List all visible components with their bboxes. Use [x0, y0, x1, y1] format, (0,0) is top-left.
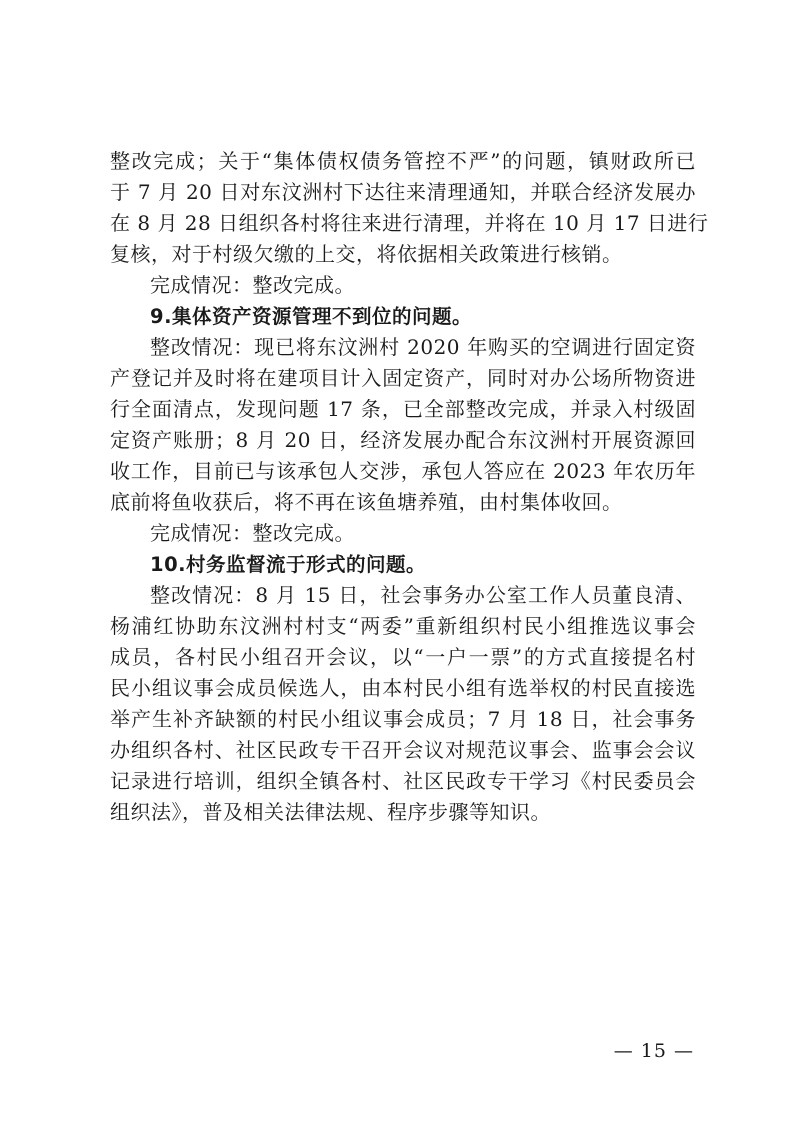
page-number: — 15 —: [613, 1040, 694, 1062]
body-line: 组织法》，普及相关法律法规、程序步骤等知识。: [110, 800, 551, 824]
body-line: 成员，各村民小组召开会议，以“一户一票”的方式直接提名村: [110, 645, 696, 669]
document-body: [110, 146, 709, 828]
body-line: 行全面清点，发现问题 17 条，已全部整改完成，并录入村级固: [110, 397, 696, 421]
body-line: 在 8 月 28 日组织各村将往来进行清理，并将在 10 月 17 日进行: [110, 211, 709, 235]
body-line: 整改情况：8 月 15 日，社会事务办公室工作人员董良清、: [150, 583, 696, 607]
body-line: 举产生补齐缺额的村民小组议事会成员；7 月 18 日，社会事务: [110, 707, 696, 731]
section-heading-9: 9.集体资产资源管理不到位的问题。: [150, 305, 472, 328]
body-line: 办组织各村、社区民政专干召开会议对规范议事会、监事会会议: [110, 738, 696, 762]
body-line: 整改情况：现已将东汶洲村 2020 年购买的空调进行固定资: [150, 335, 696, 359]
completion-status: 完成情况：整改完成。: [150, 521, 355, 545]
body-line: 记录进行培训，组织全镇各村、社区民政专干学习《村民委员会: [110, 769, 696, 793]
body-line: 底前将鱼收获后，将不再在该鱼塘养殖，由村集体收回。: [110, 490, 623, 514]
section-heading-10: 10.村务监督流于形式的问题。: [150, 553, 427, 576]
body-line: 定资产账册；8 月 20 日，经济发展办配合东汶洲村开展资源回: [110, 428, 696, 452]
completion-status: 完成情况：整改完成。: [150, 273, 355, 297]
body-line: 于 7 月 20 日对东汶洲村下达往来清理通知，并联合经济发展办: [110, 180, 696, 204]
body-line: 整改完成；关于“集体债权债务管控不严”的问题，镇财政所已: [110, 149, 696, 173]
body-line: 民小组议事会成员候选人，由本村民小组有选举权的村民直接选: [110, 676, 696, 700]
body-line: 杨浦红协助东汶洲村村支“两委”重新组织村民小组推选议事会: [110, 614, 696, 638]
body-line: 复核，对于村级欠缴的上交，将依据相关政策进行核销。: [110, 242, 623, 266]
body-line: 收工作，目前已与该承包人交涉，承包人答应在 2023 年农历年: [110, 459, 696, 483]
body-line: 产登记并及时将在建项目计入固定资产，同时对办公场所物资进: [110, 366, 696, 390]
